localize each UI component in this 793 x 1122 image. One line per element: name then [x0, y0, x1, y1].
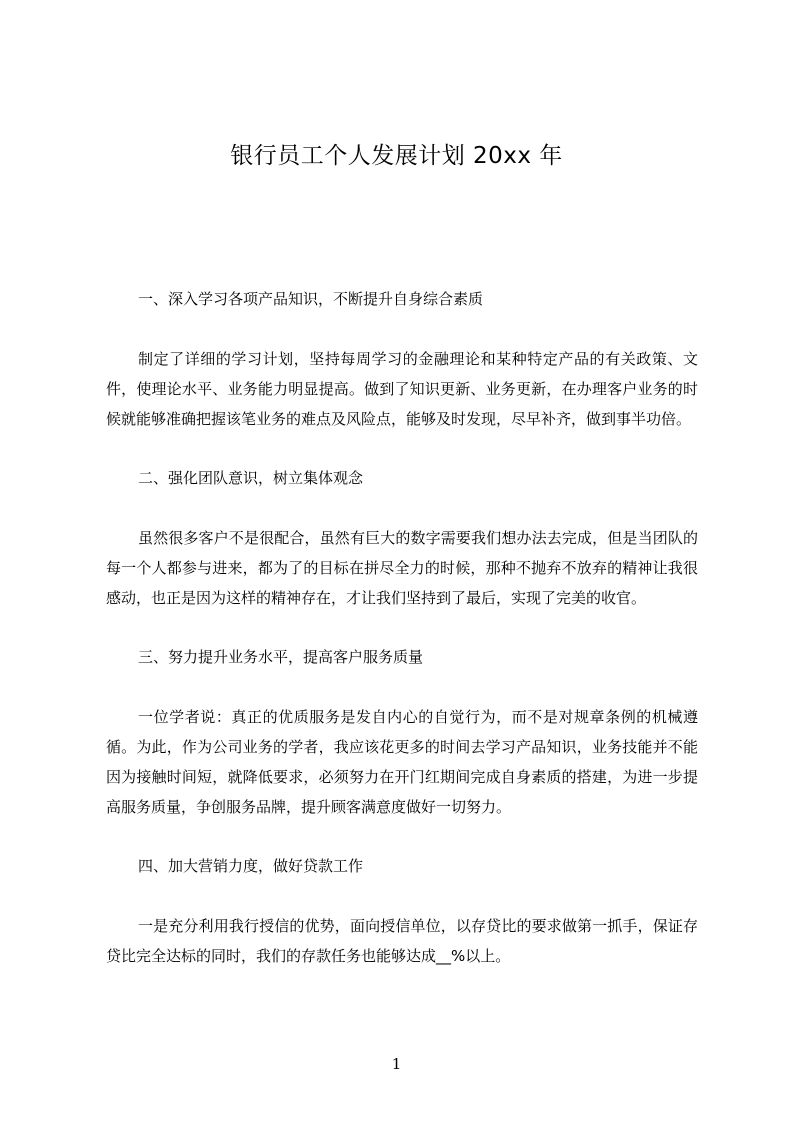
section-paragraph: 一位学者说：真正的优质服务是发自内心的自觉行为，而不是对规章条例的机械遵循。为此，作为公司业务的学者，我应该花更多的时间去学习产品知识，业务技能并不能因为接触时间短，就降低要求，必须努力在开门红期间完成自身素质的搭建，为进一步提高服务质量，争创服务品牌，提升顾客满意度做好一切努力。: [106, 708, 698, 816]
section-heading: 一、深入学习各项产品知识，不断提升自身综合素质: [138, 290, 484, 308]
document-body: [106, 284, 698, 1000]
page-number: 1: [391, 1055, 402, 1073]
section-heading: 二、强化团队意识，树立集体观念: [138, 469, 364, 487]
section-heading: 三、努力提升业务水平，提高客户服务质量: [138, 648, 424, 666]
section-2: [106, 463, 698, 613]
section-paragraph: 虽然很多客户不是很配合，虽然有巨大的数字需要我们想办法去完成，但是当团队的每一个人都参与进来，都为了的目标在拼尽全力的时候，那种不抛弃不放弃的精神让我很感动，也正是因为这样的精神存在，才让我们坚持到了最后，实现了完美的收官。: [106, 529, 698, 607]
section-paragraph: 制定了详细的学习计划，坚持每周学习的金融理论和某种特定产品的有关政策、文件，使理论水平、业务能力明显提高。做到了知识更新、业务更新，在办理客户业务的时候就能够准确把握该笔业务的难点及风险点，能够及时发现，尽早补齐，做到事半功倍。: [106, 350, 698, 428]
document-title: 银行员工个人发展计划 20xx 年: [230, 143, 563, 169]
section-4: [106, 851, 698, 971]
section-heading: 四、加大营销力度，做好贷款工作: [138, 857, 364, 875]
section-1: [106, 284, 698, 434]
section-3: [106, 642, 698, 822]
section-paragraph: 一是充分利用我行授信的优势，面向授信单位，以存贷比的要求做第一抓手，保证存贷比完全达标的同时，我们的存款任务也能够达成__%以上。: [106, 917, 698, 965]
